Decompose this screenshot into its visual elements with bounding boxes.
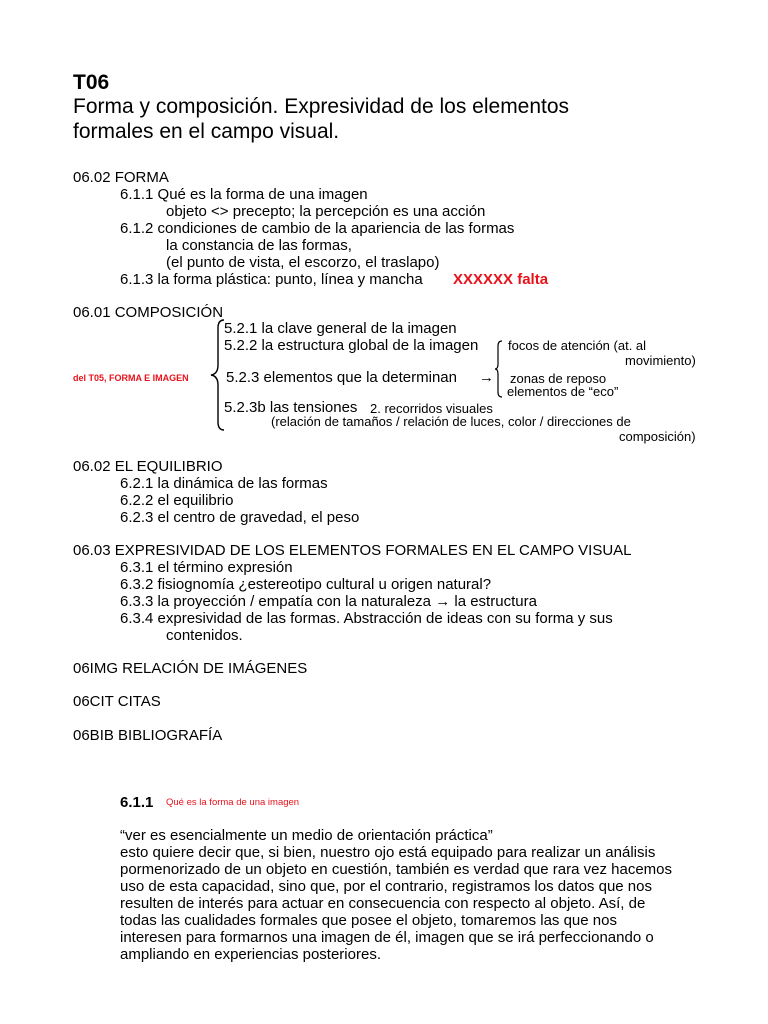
expresividad-item-632: 6.3.2 fisiognomía ¿estereotipo cultural u origen natural? bbox=[120, 576, 492, 593]
paragraph-line-7: ampliando en experiencias posteriores. bbox=[120, 946, 381, 963]
expresividad-item-631: 6.3.1 el término expresión bbox=[120, 559, 293, 576]
forma-item-611-note: objeto <> precepto; la percepción es una acción bbox=[166, 203, 486, 220]
note-recorridos: 2. recorridos visuales bbox=[370, 401, 493, 416]
title-line-1: Forma y composición. Expresividad de los elementos bbox=[73, 95, 570, 118]
paragraph-line-6: interesen para formarnos una imagen de él, imagen que se irá perfeccionando o bbox=[120, 929, 654, 946]
right-arrow-icon: → bbox=[479, 369, 494, 386]
source-note: del T05, FORMA E IMAGEN bbox=[73, 373, 189, 383]
note-relacion: (relación de tamaños / relación de luces, color / direcciones de bbox=[271, 414, 631, 429]
expresividad-item-634-cont: contenidos. bbox=[166, 627, 243, 644]
forma-item-611: 6.1.1 Qué es la forma de una imagen bbox=[120, 186, 368, 203]
comp-item-523b: 5.2.3b las tensiones bbox=[224, 399, 358, 416]
quote: “ver es esencialmente un medio de orientación práctica” bbox=[120, 827, 493, 844]
equilibrio-item-623: 6.2.3 el centro de gravedad, el peso bbox=[120, 509, 360, 526]
equilibrio-item-622: 6.2.2 el equilibrio bbox=[120, 492, 234, 509]
paragraph-line-1: esto quiere decir que, si bien, nuestro ojo está equipado para realizar un análisis bbox=[120, 844, 656, 861]
note-focos: focos de atención (at. al bbox=[508, 338, 647, 353]
missing-flag: XXXXXX falta bbox=[453, 271, 549, 288]
paragraph-line-3: uso de esta capacidad, sino que, por el contrario, registramos los datos que nos bbox=[120, 878, 652, 895]
forma-heading: 06.02 FORMA bbox=[73, 169, 169, 186]
paragraph-line-4: resulten de interés para actuar en consecuencia con respecto al objeto. Así, de bbox=[120, 895, 646, 912]
comp-item-522: 5.2.2 la estructura global de la imagen bbox=[224, 337, 479, 354]
equilibrio-heading: 06.02 EL EQUILIBRIO bbox=[73, 458, 223, 475]
composicion-heading: 06.01 COMPOSICIÓN bbox=[73, 304, 224, 321]
note-eco: elementos de “eco” bbox=[507, 384, 619, 399]
note-zonas: zonas de reposo bbox=[510, 371, 607, 386]
section-611-number: 6.1.1 bbox=[120, 794, 154, 811]
section-citas: 06CIT CITAS bbox=[73, 693, 161, 710]
forma-item-612: 6.1.2 condiciones de cambio de la apariencia de las formas bbox=[120, 220, 515, 237]
expresividad-item-633-text: 6.3.3 la proyección / empatía con la naturaleza bbox=[120, 593, 432, 610]
topic-code: T06 bbox=[73, 71, 110, 94]
comp-item-523: 5.2.3 elementos que la determinan bbox=[226, 369, 457, 386]
note-movimiento: movimiento) bbox=[625, 353, 696, 368]
forma-item-612-note2: (el punto de vista, el escorzo, el traslapo) bbox=[166, 254, 440, 271]
expresividad-heading: 06.03 EXPRESIVIDAD DE LOS ELEMENTOS FORMALES EN EL CAMPO VISUAL bbox=[73, 542, 632, 559]
title-line-2: formales en el campo visual. bbox=[73, 120, 340, 143]
expresividad-item-633 bbox=[120, 594, 537, 609]
expresividad-item-634: 6.3.4 expresividad de las formas. Abstracción de ideas con su forma y sus bbox=[120, 610, 613, 627]
section-imagenes: 06IMG RELACIÓN DE IMÁGENES bbox=[73, 660, 308, 677]
expresividad-item-633-target: la estructura bbox=[454, 593, 537, 610]
paragraph-line-2: pormenorizado de un objeto en cuestión, también es verdad que rara vez hacemos bbox=[120, 861, 673, 878]
paragraph-line-5: todas las cualidades formales que posee el objeto, tomaremos las que nos bbox=[120, 912, 617, 929]
equilibrio-item-621: 6.2.1 la dinámica de las formas bbox=[120, 475, 328, 492]
small-brace-icon bbox=[494, 340, 504, 398]
right-arrow-icon: → bbox=[435, 593, 451, 610]
forma-item-612-note1: la constancia de las formas, bbox=[166, 237, 352, 254]
note-composicion: composición) bbox=[619, 429, 696, 444]
comp-item-521: 5.2.1 la clave general de la imagen bbox=[224, 320, 457, 337]
section-bibliografia: 06BIB BIBLIOGRAFÍA bbox=[73, 727, 223, 744]
forma-item-613: 6.1.3 la forma plástica: punto, línea y mancha bbox=[120, 271, 423, 288]
section-611-label: Qué es la forma de una imagen bbox=[166, 797, 300, 808]
